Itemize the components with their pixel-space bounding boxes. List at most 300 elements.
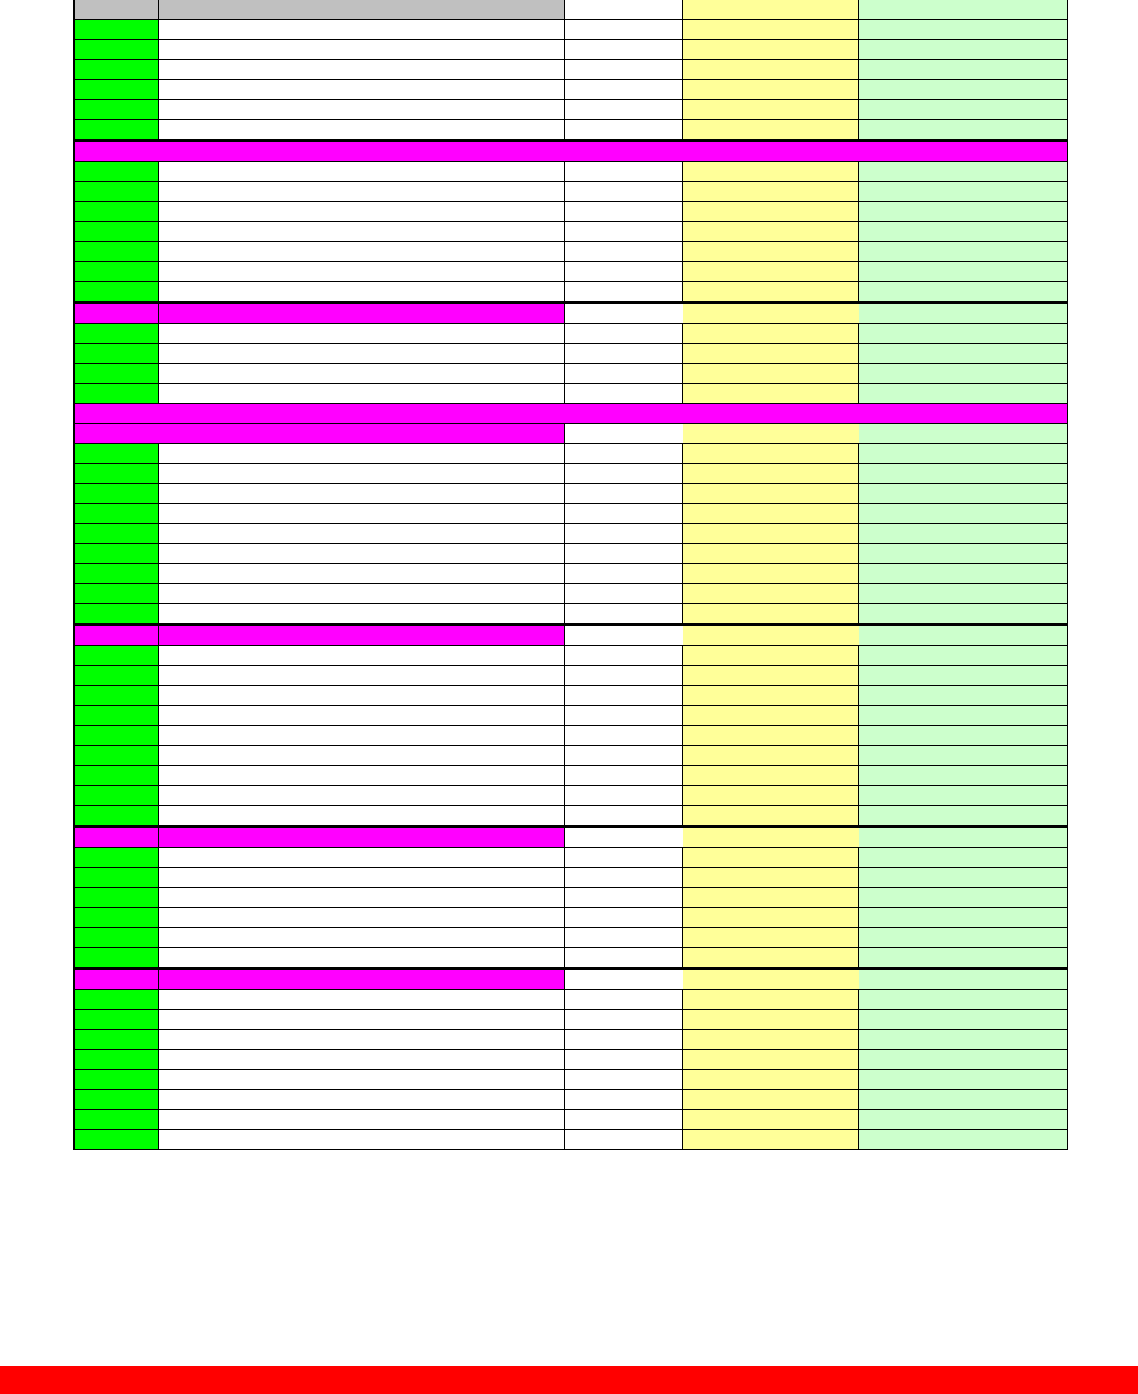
table-row bbox=[75, 120, 1067, 142]
value-cell[interactable] bbox=[859, 262, 1067, 281]
value-cell[interactable] bbox=[565, 686, 683, 705]
table-row bbox=[75, 202, 1067, 222]
id-cell[interactable] bbox=[75, 242, 159, 261]
id-cell[interactable] bbox=[75, 384, 159, 403]
id-cell[interactable] bbox=[75, 746, 159, 765]
value-cell[interactable] bbox=[859, 604, 1067, 623]
id-cell[interactable] bbox=[75, 848, 159, 867]
value-cell[interactable] bbox=[683, 344, 859, 363]
value-cell[interactable] bbox=[565, 766, 683, 785]
description-cell[interactable] bbox=[159, 584, 565, 603]
value-cell[interactable] bbox=[859, 202, 1067, 221]
value-cell[interactable] bbox=[683, 162, 859, 181]
description-cell[interactable] bbox=[159, 444, 565, 463]
id-cell[interactable] bbox=[75, 1010, 159, 1029]
description-cell[interactable] bbox=[159, 1050, 565, 1069]
description-cell[interactable] bbox=[159, 524, 565, 543]
value-cell[interactable] bbox=[683, 100, 859, 119]
value-cell[interactable] bbox=[565, 604, 683, 623]
value-cell[interactable] bbox=[683, 80, 859, 99]
id-cell[interactable] bbox=[75, 162, 159, 181]
value-cell[interactable] bbox=[683, 0, 859, 19]
value-cell[interactable] bbox=[859, 584, 1067, 603]
description-cell[interactable] bbox=[159, 928, 565, 947]
value-cell[interactable] bbox=[683, 384, 859, 403]
value-cell[interactable] bbox=[683, 1090, 859, 1109]
value-cell[interactable] bbox=[683, 1070, 859, 1089]
value-cell[interactable] bbox=[859, 1110, 1067, 1129]
id-cell[interactable] bbox=[75, 584, 159, 603]
id-cell[interactable] bbox=[75, 706, 159, 725]
value-cell[interactable] bbox=[565, 242, 683, 261]
value-cell[interactable] bbox=[683, 746, 859, 765]
header-id-cell[interactable] bbox=[75, 0, 159, 19]
value-cell[interactable] bbox=[565, 928, 683, 947]
value-cell[interactable] bbox=[683, 848, 859, 867]
value-cell[interactable] bbox=[683, 262, 859, 281]
section-id-cell[interactable] bbox=[75, 304, 159, 323]
table-row bbox=[75, 282, 1067, 304]
value-cell[interactable] bbox=[565, 970, 683, 989]
table-row bbox=[75, 706, 1067, 726]
id-cell[interactable] bbox=[75, 484, 159, 503]
table-row bbox=[75, 80, 1067, 100]
description-cell[interactable] bbox=[159, 242, 565, 261]
id-cell[interactable] bbox=[75, 766, 159, 785]
description-cell[interactable] bbox=[159, 544, 565, 563]
table-row bbox=[75, 1130, 1067, 1150]
value-cell[interactable] bbox=[683, 604, 859, 623]
value-cell[interactable] bbox=[683, 1030, 859, 1049]
id-cell[interactable] bbox=[75, 504, 159, 523]
value-cell[interactable] bbox=[683, 324, 859, 343]
description-cell[interactable] bbox=[159, 786, 565, 805]
section-header-cell[interactable] bbox=[75, 142, 1067, 161]
description-cell[interactable] bbox=[159, 60, 565, 79]
value-cell[interactable] bbox=[859, 384, 1067, 403]
value-cell[interactable] bbox=[859, 686, 1067, 705]
value-cell[interactable] bbox=[565, 726, 683, 745]
section-title-cell[interactable] bbox=[159, 304, 565, 323]
id-cell[interactable] bbox=[75, 344, 159, 363]
description-cell[interactable] bbox=[159, 120, 565, 139]
value-cell[interactable] bbox=[683, 908, 859, 927]
id-cell[interactable] bbox=[75, 324, 159, 343]
table-row bbox=[75, 908, 1067, 928]
value-cell[interactable] bbox=[565, 162, 683, 181]
value-cell[interactable] bbox=[683, 706, 859, 725]
value-cell[interactable] bbox=[565, 364, 683, 383]
table-row bbox=[75, 806, 1067, 828]
value-cell[interactable] bbox=[859, 948, 1067, 967]
value-cell[interactable] bbox=[859, 928, 1067, 947]
description-cell[interactable] bbox=[159, 1130, 565, 1149]
value-cell[interactable] bbox=[683, 1110, 859, 1129]
value-cell[interactable] bbox=[565, 484, 683, 503]
id-cell[interactable] bbox=[75, 888, 159, 907]
value-cell[interactable] bbox=[565, 1110, 683, 1129]
value-cell[interactable] bbox=[859, 806, 1067, 825]
id-cell[interactable] bbox=[75, 948, 159, 967]
description-cell[interactable] bbox=[159, 726, 565, 745]
value-cell[interactable] bbox=[859, 20, 1067, 39]
value-cell[interactable] bbox=[683, 60, 859, 79]
section-title-cell[interactable] bbox=[159, 970, 565, 989]
id-cell[interactable] bbox=[75, 1090, 159, 1109]
value-cell[interactable] bbox=[859, 828, 1067, 847]
value-cell[interactable] bbox=[859, 544, 1067, 563]
description-cell[interactable] bbox=[159, 1010, 565, 1029]
value-cell[interactable] bbox=[859, 444, 1067, 463]
description-cell[interactable] bbox=[159, 222, 565, 241]
description-cell[interactable] bbox=[159, 324, 565, 343]
value-cell[interactable] bbox=[683, 584, 859, 603]
description-cell[interactable] bbox=[159, 990, 565, 1009]
value-cell[interactable] bbox=[683, 786, 859, 805]
id-cell[interactable] bbox=[75, 604, 159, 623]
id-cell[interactable] bbox=[75, 80, 159, 99]
id-cell[interactable] bbox=[75, 544, 159, 563]
value-cell[interactable] bbox=[565, 344, 683, 363]
value-cell[interactable] bbox=[859, 908, 1067, 927]
table-row bbox=[75, 242, 1067, 262]
description-cell[interactable] bbox=[159, 282, 565, 301]
id-cell[interactable] bbox=[75, 1050, 159, 1069]
value-cell[interactable] bbox=[565, 1090, 683, 1109]
description-cell[interactable] bbox=[159, 1110, 565, 1129]
id-cell[interactable] bbox=[75, 60, 159, 79]
value-cell[interactable] bbox=[565, 324, 683, 343]
value-cell[interactable] bbox=[859, 100, 1067, 119]
value-cell[interactable] bbox=[565, 908, 683, 927]
value-cell[interactable] bbox=[565, 646, 683, 665]
value-cell[interactable] bbox=[683, 504, 859, 523]
id-cell[interactable] bbox=[75, 726, 159, 745]
header-title-cell[interactable] bbox=[159, 0, 565, 19]
value-cell[interactable] bbox=[683, 524, 859, 543]
section-title-cell[interactable] bbox=[159, 626, 565, 645]
value-cell[interactable] bbox=[565, 544, 683, 563]
value-cell[interactable] bbox=[859, 970, 1067, 989]
value-cell[interactable] bbox=[683, 484, 859, 503]
value-cell[interactable] bbox=[565, 444, 683, 463]
value-cell[interactable] bbox=[683, 626, 859, 645]
id-cell[interactable] bbox=[75, 282, 159, 301]
id-cell[interactable] bbox=[75, 868, 159, 887]
description-cell[interactable] bbox=[159, 806, 565, 825]
value-cell[interactable] bbox=[683, 120, 859, 139]
value-cell[interactable] bbox=[565, 706, 683, 725]
id-cell[interactable] bbox=[75, 646, 159, 665]
description-cell[interactable] bbox=[159, 504, 565, 523]
value-cell[interactable] bbox=[565, 828, 683, 847]
id-cell[interactable] bbox=[75, 564, 159, 583]
value-cell[interactable] bbox=[565, 262, 683, 281]
value-cell[interactable] bbox=[683, 282, 859, 301]
value-cell[interactable] bbox=[859, 464, 1067, 483]
value-cell[interactable] bbox=[565, 666, 683, 685]
value-cell[interactable] bbox=[683, 544, 859, 563]
section-title-cell[interactable] bbox=[75, 424, 565, 443]
id-cell[interactable] bbox=[75, 262, 159, 281]
description-cell[interactable] bbox=[159, 888, 565, 907]
value-cell[interactable] bbox=[859, 364, 1067, 383]
id-cell[interactable] bbox=[75, 1130, 159, 1149]
value-cell[interactable] bbox=[859, 1050, 1067, 1069]
description-cell[interactable] bbox=[159, 182, 565, 201]
description-cell[interactable] bbox=[159, 20, 565, 39]
id-cell[interactable] bbox=[75, 464, 159, 483]
value-cell[interactable] bbox=[859, 60, 1067, 79]
value-cell[interactable] bbox=[565, 524, 683, 543]
value-cell[interactable] bbox=[565, 0, 683, 19]
value-cell[interactable] bbox=[565, 282, 683, 301]
table-row bbox=[75, 746, 1067, 766]
description-cell[interactable] bbox=[159, 564, 565, 583]
value-cell[interactable] bbox=[859, 344, 1067, 363]
value-cell[interactable] bbox=[565, 182, 683, 201]
table-row bbox=[75, 1110, 1067, 1130]
value-cell[interactable] bbox=[859, 726, 1067, 745]
value-cell[interactable] bbox=[565, 304, 683, 323]
table-row bbox=[75, 646, 1067, 666]
value-cell[interactable] bbox=[859, 990, 1067, 1009]
id-cell[interactable] bbox=[75, 1070, 159, 1089]
table-row bbox=[75, 484, 1067, 504]
section-id-cell[interactable] bbox=[75, 828, 159, 847]
value-cell[interactable] bbox=[565, 504, 683, 523]
value-cell[interactable] bbox=[683, 182, 859, 201]
id-cell[interactable] bbox=[75, 1030, 159, 1049]
value-cell[interactable] bbox=[683, 40, 859, 59]
description-cell[interactable] bbox=[159, 604, 565, 623]
value-cell[interactable] bbox=[683, 928, 859, 947]
table-row bbox=[75, 626, 1067, 646]
value-cell[interactable] bbox=[683, 20, 859, 39]
value-cell[interactable] bbox=[859, 706, 1067, 725]
value-cell[interactable] bbox=[859, 162, 1067, 181]
id-cell[interactable] bbox=[75, 666, 159, 685]
description-cell[interactable] bbox=[159, 40, 565, 59]
value-cell[interactable] bbox=[565, 888, 683, 907]
description-cell[interactable] bbox=[159, 868, 565, 887]
value-cell[interactable] bbox=[683, 868, 859, 887]
value-cell[interactable] bbox=[859, 786, 1067, 805]
value-cell[interactable] bbox=[859, 524, 1067, 543]
table-row bbox=[75, 262, 1067, 282]
value-cell[interactable] bbox=[565, 806, 683, 825]
value-cell[interactable] bbox=[859, 424, 1067, 443]
value-cell[interactable] bbox=[565, 100, 683, 119]
description-cell[interactable] bbox=[159, 686, 565, 705]
description-cell[interactable] bbox=[159, 1070, 565, 1089]
value-cell[interactable] bbox=[565, 786, 683, 805]
value-cell[interactable] bbox=[859, 1070, 1067, 1089]
value-cell[interactable] bbox=[859, 504, 1067, 523]
value-cell[interactable] bbox=[859, 80, 1067, 99]
description-cell[interactable] bbox=[159, 100, 565, 119]
description-cell[interactable] bbox=[159, 464, 565, 483]
description-cell[interactable] bbox=[159, 1030, 565, 1049]
value-cell[interactable] bbox=[859, 888, 1067, 907]
value-cell[interactable] bbox=[683, 1130, 859, 1149]
description-cell[interactable] bbox=[159, 908, 565, 927]
id-cell[interactable] bbox=[75, 444, 159, 463]
value-cell[interactable] bbox=[683, 364, 859, 383]
value-cell[interactable] bbox=[683, 304, 859, 323]
value-cell[interactable] bbox=[565, 120, 683, 139]
value-cell[interactable] bbox=[565, 626, 683, 645]
description-cell[interactable] bbox=[159, 706, 565, 725]
table-row bbox=[75, 60, 1067, 80]
id-cell[interactable] bbox=[75, 222, 159, 241]
value-cell[interactable] bbox=[859, 40, 1067, 59]
value-cell[interactable] bbox=[683, 990, 859, 1009]
value-cell[interactable] bbox=[859, 868, 1067, 887]
value-cell[interactable] bbox=[565, 222, 683, 241]
value-cell[interactable] bbox=[859, 182, 1067, 201]
description-cell[interactable] bbox=[159, 162, 565, 181]
value-cell[interactable] bbox=[565, 1050, 683, 1069]
value-cell[interactable] bbox=[565, 1130, 683, 1149]
value-cell[interactable] bbox=[683, 948, 859, 967]
value-cell[interactable] bbox=[565, 40, 683, 59]
value-cell[interactable] bbox=[859, 848, 1067, 867]
value-cell[interactable] bbox=[859, 1030, 1067, 1049]
description-cell[interactable] bbox=[159, 484, 565, 503]
value-cell[interactable] bbox=[683, 242, 859, 261]
description-cell[interactable] bbox=[159, 948, 565, 967]
description-cell[interactable] bbox=[159, 848, 565, 867]
value-cell[interactable] bbox=[565, 948, 683, 967]
value-cell[interactable] bbox=[683, 1010, 859, 1029]
table-row bbox=[75, 20, 1067, 40]
description-cell[interactable] bbox=[159, 666, 565, 685]
id-cell[interactable] bbox=[75, 786, 159, 805]
id-cell[interactable] bbox=[75, 908, 159, 927]
value-cell[interactable] bbox=[565, 80, 683, 99]
id-cell[interactable] bbox=[75, 1110, 159, 1129]
section-title-cell[interactable] bbox=[159, 828, 565, 847]
section-header-cell[interactable] bbox=[75, 404, 1067, 423]
value-cell[interactable] bbox=[683, 464, 859, 483]
value-cell[interactable] bbox=[683, 970, 859, 989]
value-cell[interactable] bbox=[683, 828, 859, 847]
value-cell[interactable] bbox=[859, 0, 1067, 19]
value-cell[interactable] bbox=[565, 20, 683, 39]
value-cell[interactable] bbox=[683, 686, 859, 705]
description-cell[interactable] bbox=[159, 202, 565, 221]
value-cell[interactable] bbox=[565, 584, 683, 603]
value-cell[interactable] bbox=[683, 766, 859, 785]
value-cell[interactable] bbox=[683, 726, 859, 745]
description-cell[interactable] bbox=[159, 344, 565, 363]
value-cell[interactable] bbox=[683, 806, 859, 825]
value-cell[interactable] bbox=[565, 60, 683, 79]
value-cell[interactable] bbox=[565, 202, 683, 221]
id-cell[interactable] bbox=[75, 806, 159, 825]
value-cell[interactable] bbox=[859, 766, 1067, 785]
value-cell[interactable] bbox=[859, 1010, 1067, 1029]
value-cell[interactable] bbox=[859, 746, 1067, 765]
value-cell[interactable] bbox=[565, 1070, 683, 1089]
value-cell[interactable] bbox=[859, 484, 1067, 503]
value-cell[interactable] bbox=[859, 324, 1067, 343]
value-cell[interactable] bbox=[683, 646, 859, 665]
id-cell[interactable] bbox=[75, 928, 159, 947]
id-cell[interactable] bbox=[75, 20, 159, 39]
description-cell[interactable] bbox=[159, 262, 565, 281]
table-row bbox=[75, 1030, 1067, 1050]
value-cell[interactable] bbox=[683, 424, 859, 443]
value-cell[interactable] bbox=[859, 242, 1067, 261]
value-cell[interactable] bbox=[859, 120, 1067, 139]
value-cell[interactable] bbox=[683, 222, 859, 241]
value-cell[interactable] bbox=[683, 444, 859, 463]
description-cell[interactable] bbox=[159, 646, 565, 665]
description-cell[interactable] bbox=[159, 766, 565, 785]
value-cell[interactable] bbox=[683, 888, 859, 907]
description-cell[interactable] bbox=[159, 80, 565, 99]
value-cell[interactable] bbox=[859, 626, 1067, 645]
description-cell[interactable] bbox=[159, 1090, 565, 1109]
value-cell[interactable] bbox=[565, 990, 683, 1009]
section-id-cell[interactable] bbox=[75, 970, 159, 989]
section-id-cell[interactable] bbox=[75, 626, 159, 645]
value-cell[interactable] bbox=[683, 202, 859, 221]
table-row bbox=[75, 544, 1067, 564]
table-row bbox=[75, 524, 1067, 544]
value-cell[interactable] bbox=[683, 666, 859, 685]
id-cell[interactable] bbox=[75, 364, 159, 383]
value-cell[interactable] bbox=[859, 304, 1067, 323]
description-cell[interactable] bbox=[159, 746, 565, 765]
value-cell[interactable] bbox=[859, 564, 1067, 583]
value-cell[interactable] bbox=[565, 746, 683, 765]
value-cell[interactable] bbox=[683, 1050, 859, 1069]
value-cell[interactable] bbox=[859, 1130, 1067, 1149]
value-cell[interactable] bbox=[565, 464, 683, 483]
value-cell[interactable] bbox=[565, 1030, 683, 1049]
value-cell[interactable] bbox=[683, 564, 859, 583]
table-row bbox=[75, 40, 1067, 60]
table-row bbox=[75, 182, 1067, 202]
id-cell[interactable] bbox=[75, 182, 159, 201]
id-cell[interactable] bbox=[75, 990, 159, 1009]
description-cell[interactable] bbox=[159, 364, 565, 383]
id-cell[interactable] bbox=[75, 202, 159, 221]
value-cell[interactable] bbox=[565, 564, 683, 583]
id-cell[interactable] bbox=[75, 524, 159, 543]
value-cell[interactable] bbox=[859, 646, 1067, 665]
value-cell[interactable] bbox=[859, 1090, 1067, 1109]
table-row bbox=[75, 404, 1067, 424]
id-cell[interactable] bbox=[75, 100, 159, 119]
value-cell[interactable] bbox=[859, 666, 1067, 685]
value-cell[interactable] bbox=[565, 868, 683, 887]
id-cell[interactable] bbox=[75, 686, 159, 705]
value-cell[interactable] bbox=[565, 424, 683, 443]
value-cell[interactable] bbox=[565, 848, 683, 867]
id-cell[interactable] bbox=[75, 120, 159, 139]
description-cell[interactable] bbox=[159, 384, 565, 403]
id-cell[interactable] bbox=[75, 40, 159, 59]
value-cell[interactable] bbox=[565, 384, 683, 403]
value-cell[interactable] bbox=[859, 222, 1067, 241]
value-cell[interactable] bbox=[859, 282, 1067, 301]
value-cell[interactable] bbox=[565, 1010, 683, 1029]
table-row bbox=[75, 424, 1067, 444]
